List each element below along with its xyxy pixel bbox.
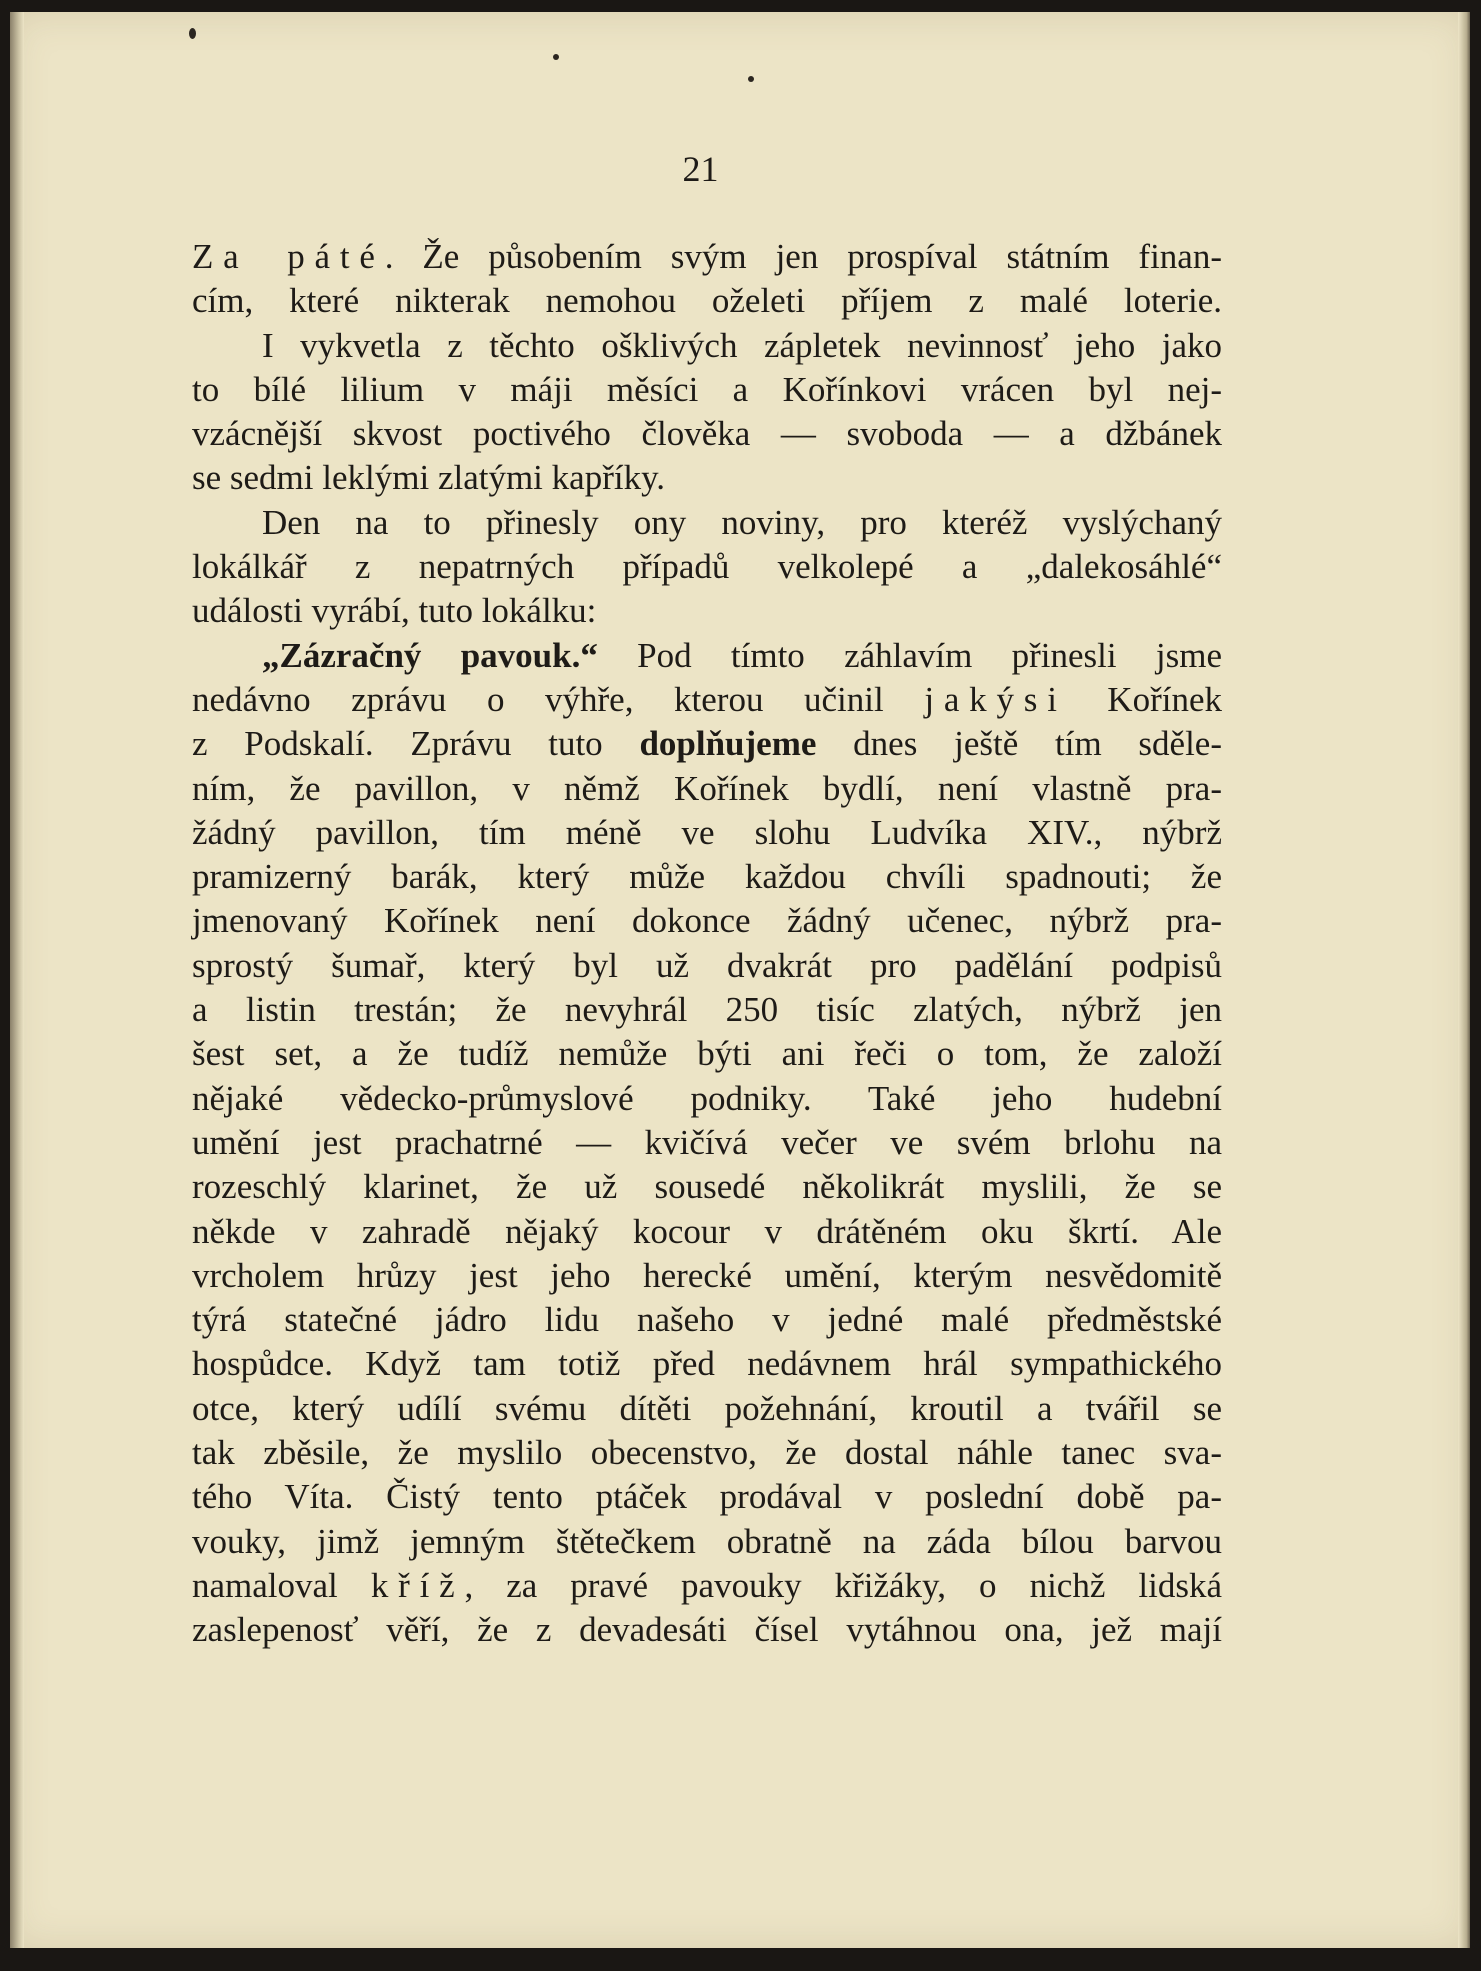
ink-speck <box>553 54 559 60</box>
article-headline: „Zázračný pavouk.“ <box>262 635 598 675</box>
text-line: nějaké vědecko-průmyslové podniky. Také jeho hudební <box>192 1078 1222 1118</box>
body-text <box>192 235 1222 1653</box>
text-line: hospůdce. Když tam totiž před nedávnem hrál sympathického <box>192 1344 1222 1384</box>
text-line: šest set, a že tudíž nemůže býti ani řeči o tom, že založí <box>192 1034 1222 1074</box>
ink-speck <box>189 28 196 39</box>
text-line: lokálkář z nepatrných případů velkolepé a „dalekosáhlé“ <box>192 547 1222 587</box>
text-line: se sedmi leklými zlatými kapříky. <box>192 458 666 498</box>
text-line: namaloval kříž, za pravé pavouky křižáky, o nichž lidská <box>192 1565 1223 1605</box>
text-line: vouky, jimž jemným štětečkem obratně na záda bílou barvou <box>192 1521 1222 1561</box>
text-line: tak zběsile, že myslilo obecenstvo, že dostal náhle tanec sva- <box>192 1433 1222 1473</box>
text-line: Za páté. Že působením svým jen prospíval státním finan- <box>192 237 1222 276</box>
text-line: a listin trestán; že nevyhrál 250 tisíc zlatých, nýbrž jen <box>192 990 1222 1030</box>
text-line: jmenovaný Kořínek není dokonce žádný učenec, nýbrž pra- <box>192 901 1222 941</box>
text-line: vzácnější skvost poctivého člověka — svoboda — a džbánek <box>192 414 1222 454</box>
text-line: ním, že pavillon, v němž Kořínek bydlí, není vlastně pra- <box>192 768 1222 808</box>
text-line: otce, který udílí svému dítěti požehnání, kroutil a tvářil se <box>192 1388 1222 1428</box>
text-line: to bílé lilium v máji měsíci a Kořínkovi vrácen byl nej- <box>192 369 1222 409</box>
text-line: Den na to přinesly ony noviny, pro kteréž vyslýchaný <box>262 502 1222 542</box>
text-line: sprostý šumař, který byl už dvakrát pro padělání podpisů <box>192 945 1222 985</box>
text-line: umění jest prachatrné — kvičívá večer ve svém brlohu na <box>192 1122 1222 1162</box>
text-line: tého Víta. Čistý tento ptáček prodával v poslední době pa- <box>192 1477 1222 1517</box>
emphasized-word: Za páté <box>192 237 385 276</box>
text-line: zaslepenosť věří, že z devadesáti čísel vytáhnou ona, jež mají <box>192 1610 1222 1650</box>
text-line: týrá statečné jádro lidu našeho v jedné malé předměstské <box>192 1300 1222 1340</box>
text-line: někde v zahradě nějaký kocour v drátěném oku škrtí. Ale <box>192 1211 1222 1251</box>
page-right-edge <box>1458 12 1470 1948</box>
ink-speck <box>748 76 754 82</box>
text-line: cím, které nikterak nemohou oželeti příjem z malé loterie. <box>192 281 1222 321</box>
emphasized-word: kříž <box>370 1565 465 1605</box>
text-line: pramizerný barák, který může každou chvíli spadnouti; že <box>192 857 1222 897</box>
text-line: nedávno zprávu o výhře, kterou učinil jakýsi Kořínek <box>192 679 1222 719</box>
text-line: žádný pavillon, tím méně ve slohu Ludvíka XIV., nýbrž <box>192 812 1222 852</box>
emphasized-word: doplňujeme <box>639 724 817 764</box>
text-line: události vyrábí, tuto lokálku: <box>192 591 597 631</box>
text-line: rozeschlý klarinet, že už sousedé několikrát myslili, že se <box>192 1167 1222 1207</box>
text-line: I vykvetla z těchto ošklivých zápletek nevinnosť jeho jako <box>262 325 1222 365</box>
binding-edge <box>10 12 24 1948</box>
text-line: vrcholem hrůzy jest jeho herecké umění, kterým nesvědomitě <box>192 1255 1222 1295</box>
text-line: „Zázračný pavouk.“ Pod tímto záhlavím přinesli jsme <box>262 635 1223 675</box>
text-line: z Podskalí. Zprávu tuto doplňujeme dnes ještě tím sděle- <box>192 724 1222 764</box>
emphasized-word: jakýsi <box>924 679 1067 719</box>
page-number: 21 <box>682 149 719 189</box>
